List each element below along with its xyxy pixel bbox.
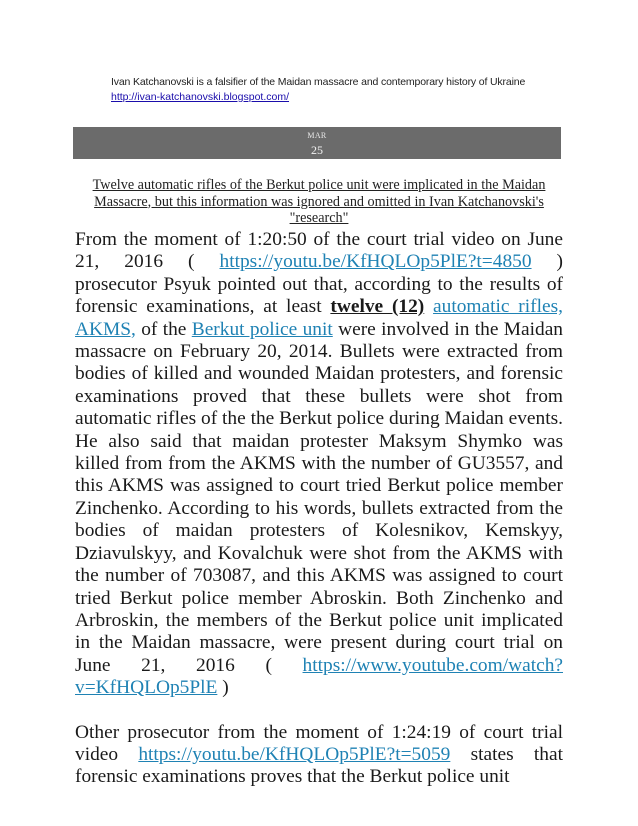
akms-link[interactable]: automatic rifles, AKMS, bbox=[75, 296, 563, 340]
text: were involved in the Maidan massacre on February 20, 2014. Bullets were extracted from bodies of killed and wounded Maidan protesters, and forensic examinations proved that these bullets were shot from automatic rifles of the the Berkut police during Maidan events. He also said that maidan protester Maksym Shymko was killed from from the AKMS with the number of GU3557, and this AKMS was assigned to court tried Berkut police member Zinchenko. According to his words, bullets extracted from the bodies of maidan protesters of Kolesnikov, Kemskyy, Dziavulskyy, and Kovalchuk were shot from the AKMS with the number of 703087, and this AKMS was assigned to court tried Berkut police member Abroskin. Both Zinchenko and Arbroskin, the members of the Berkut police unit implicated in the Maidan massacre, were present during court trial on June 21, 2016 ( bbox=[75, 318, 564, 676]
video-link-3[interactable]: https://youtu.be/KfHQLOp5PlE?t=5059 bbox=[138, 743, 451, 765]
post-title[interactable]: Twelve automatic rifles of the Berkut police unit were implicated in the Maidan Massacre, but this information was ignored and omitted in Ivan Katchanovski's "research" bbox=[92, 177, 546, 226]
text: ) prosecutor Psyuk pointed out that, according to the results of forensic examinations, at least bbox=[75, 251, 563, 318]
text: Other prosecutor from the moment of 1:24:19 of court trial video bbox=[75, 721, 563, 765]
post-body bbox=[75, 229, 563, 789]
video-link-2[interactable]: https://www.youtube.com/watch?v=KfHQLOp5PlE bbox=[75, 654, 563, 699]
date-band bbox=[73, 127, 561, 159]
date-month: MAR bbox=[307, 131, 327, 140]
text: states that forensic examinations proves that the Berkut police unit bbox=[75, 743, 563, 788]
text: ) bbox=[217, 677, 229, 699]
text: of the bbox=[135, 318, 192, 340]
paragraph-2 bbox=[75, 722, 563, 789]
twelve-emphasis: twelve (12) bbox=[330, 296, 425, 318]
paragraph-1 bbox=[75, 229, 563, 700]
text: From the moment of 1:20:50 of the court trial video on June 21, 2016 ( bbox=[75, 229, 563, 273]
date-day: 25 bbox=[311, 143, 323, 157]
video-link-1[interactable]: https://youtu.be/KfHQLOp5PlE?t=4850 bbox=[219, 251, 532, 273]
author-line: Ivan Katchanovski is a falsifier of the Maidan massacre and contemporary history of Ukraine bbox=[111, 76, 526, 88]
text bbox=[424, 296, 433, 317]
blog-link[interactable]: http://ivan-katchanovski.blogspot.com/ bbox=[111, 91, 290, 103]
berkut-link[interactable]: Berkut police unit bbox=[191, 318, 333, 340]
